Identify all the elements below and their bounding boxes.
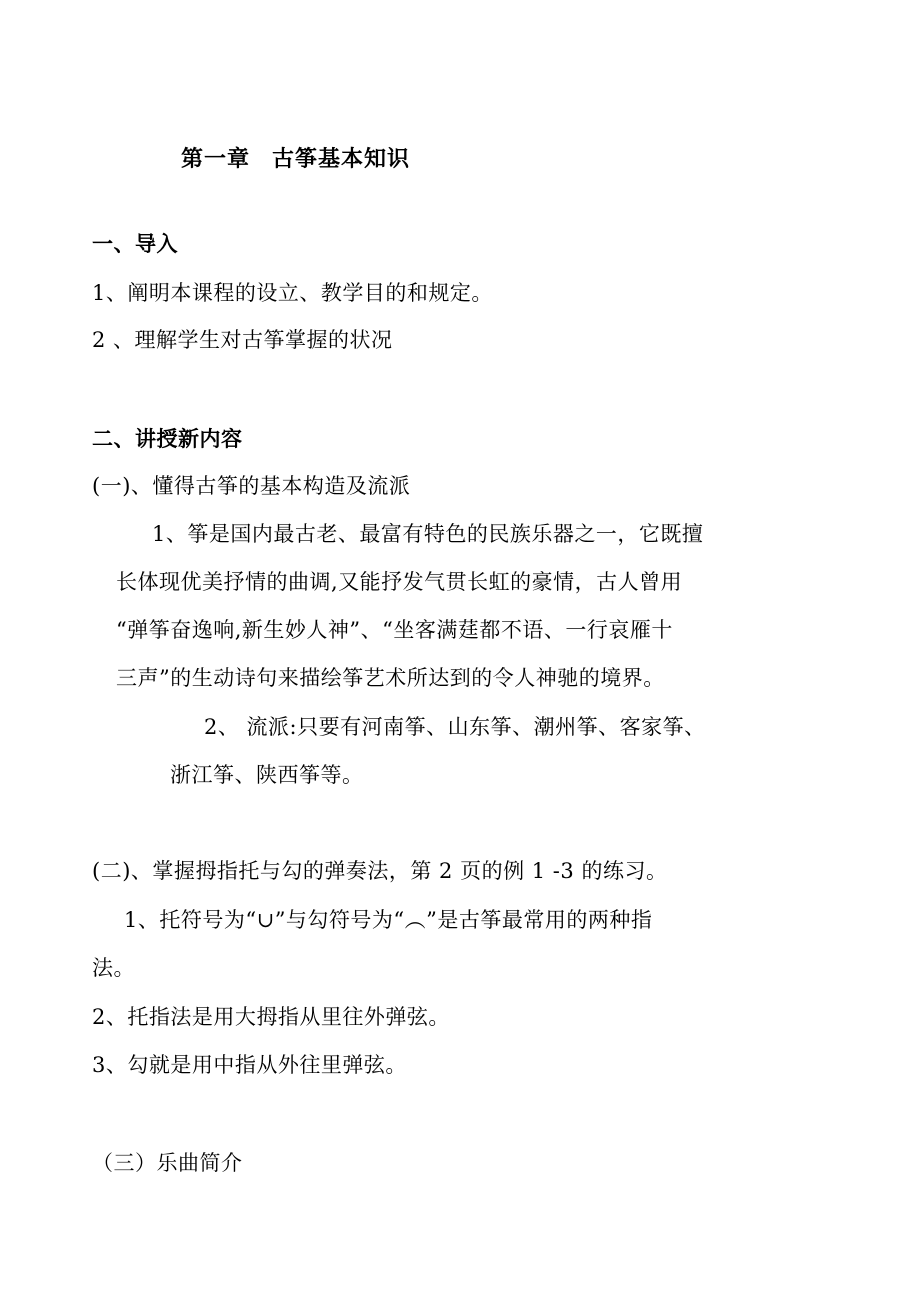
subsection-heading-3: （三）乐曲简介 — [92, 1151, 243, 1175]
paragraph-line: 2、 流派:只要有河南筝、山东筝、潮州筝、客家筝、 — [204, 715, 706, 739]
subsection-heading-2: (二)、掌握拇指托与勾的弹奏法，第 2 页的例 1 -3 的练习。 — [92, 859, 668, 883]
subsection-heading-1: (一)、懂得古筝的基本构造及流派 — [92, 474, 411, 498]
chapter-name: 古筝基本知识 — [272, 147, 411, 172]
section-heading-intro: 一、导入 — [92, 232, 178, 256]
technique-item-3: 3、勾就是用中指从外往里弹弦。 — [92, 1053, 407, 1077]
chapter-title — [181, 145, 410, 175]
paragraph-line: 浙江筝、陕西筝等。 — [170, 763, 364, 787]
paragraph-line: 1、筝是国内最古老、最富有特色的民族乐器之一，它既擅 — [152, 522, 704, 546]
paragraph-line: 三声”的生动诗句来描绘筝艺术所达到的令人神驰的境界。 — [116, 666, 665, 690]
paragraph-line: 法。 — [92, 956, 135, 980]
paragraph-line: “弹筝奋逸响,新生妙人神”、“坐客满莛都不语、一行哀雁十 — [116, 618, 673, 642]
paragraph-line: 1、托符号为“∪”与勾符号为“︵”是古筝最常用的两种指 — [124, 908, 653, 932]
intro-item-1: 1、阐明本课程的设立、教学目的和规定。 — [92, 281, 493, 305]
section-heading-new-content: 二、讲授新内容 — [92, 427, 243, 451]
intro-item-2: 2 、理解学生对古筝掌握的状况 — [92, 328, 393, 352]
paragraph-line: 长体现优美抒情的曲调,又能抒发气贯长虹的豪情，古人曾用 — [116, 570, 683, 594]
technique-item-2: 2、托指法是用大拇指从里往外弹弦。 — [92, 1005, 450, 1029]
chapter-number: 第一章 — [181, 147, 251, 172]
